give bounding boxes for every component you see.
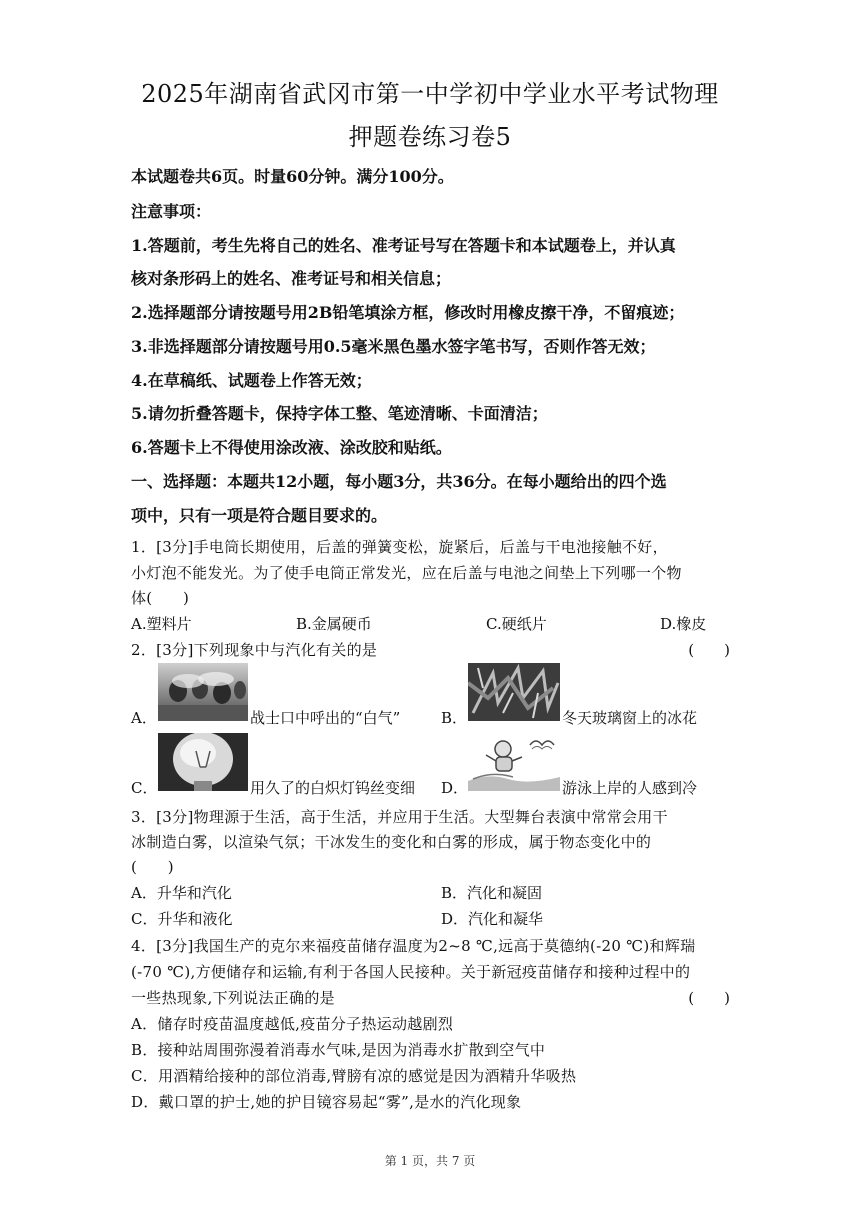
q4-option-b: B．接种站周围弥漫着消毒水气味,是因为消毒水扩散到空气中 — [131, 1041, 546, 1059]
swimmer-cartoon — [468, 733, 560, 791]
q4-line2: (-70 ℃),方便储存和运输,有利于各国人民接种。关于新冠疫苗储存和接种过程中的 — [131, 963, 691, 981]
white-breath-photo — [158, 663, 248, 721]
q2-d-label: D． — [441, 779, 469, 797]
q1-option-c: C.硬纸片 — [486, 615, 547, 633]
q2-answer-paren: ( ) — [688, 641, 730, 659]
q2-b-label: B． — [441, 709, 468, 727]
q4-option-d: D．戴口罩的护士,她的护目镜容易起“雾”,是水的汽化现象 — [131, 1093, 522, 1111]
q2-stem: 2．[3分]下列现象中与汽化有关的是 — [131, 641, 378, 659]
q4-option-c: C．用酒精给接种的部位消毒,臂膀有凉的感觉是因为酒精升华吸热 — [131, 1067, 577, 1085]
q3-option-d: D．汽化和凝华 — [441, 910, 544, 928]
q2-c-text: 用久了的白炽灯钨丝变细 — [250, 779, 416, 797]
note-1b: 核对条形码上的姓名、准考证号和相关信息； — [131, 269, 452, 288]
notes-heading: 注意事项： — [131, 202, 212, 221]
q2-a-text: 战士口中呼出的“白气” — [250, 709, 401, 727]
section-heading-a: 一、选择题：本题共12小题，每小题3分，共36分。在每小题给出的四个选 — [131, 472, 667, 491]
q3-option-c: C．升华和液化 — [131, 910, 233, 928]
note-5: 5.请勿折叠答题卡，保持字体工整、笔迹清晰、卡面清洁； — [131, 404, 548, 423]
q1-option-a: A.塑料片 — [131, 615, 192, 633]
window-frost-photo — [468, 663, 560, 721]
exam-info: 本试题卷共6页。时量60分钟。满分100分。 — [131, 167, 454, 186]
q2-b-text: 冬天玻璃窗上的冰花 — [562, 709, 698, 727]
note-2: 2.选择题部分请按题号用2B铅笔填涂方框，修改时用橡皮擦干净，不留痕迹； — [131, 303, 685, 322]
note-6: 6.答题卡上不得使用涂改液、涂改胶和贴纸。 — [131, 438, 452, 457]
q3-line1: 3．[3分]物理源于生活，高于生活，并应用于生活。大型舞台表演中常常会用干 — [131, 808, 668, 826]
q2-d-text: 游泳上岸的人感到冷 — [562, 779, 698, 797]
q4-option-a: A．储存时疫苗温度越低,疫苗分子热运动越剧烈 — [131, 1015, 454, 1033]
q2-a-label: A． — [131, 709, 157, 727]
note-3: 3.非选择题部分请按题号用0.5毫米黑色墨水签字笔书写，否则作答无效； — [131, 337, 656, 356]
q4-answer-paren: ( ) — [688, 989, 730, 1007]
q3-option-a: A．升华和汽化 — [131, 884, 232, 902]
page-footer: 第 1 页，共 7 页 — [384, 1154, 476, 1168]
q3-line3: ( ) — [131, 858, 174, 876]
q4-line3: 一些热现象,下列说法正确的是 — [131, 989, 335, 1007]
exam-title-line1: 2025年湖南省武冈市第一中学初中学业水平考试物理 — [141, 80, 719, 108]
q2-c-label: C． — [131, 779, 158, 797]
q1-option-d: D.橡皮 — [660, 615, 707, 633]
exam-title-line2: 押题卷练习卷5 — [348, 123, 512, 151]
q1-line3: 体( ) — [131, 589, 190, 607]
note-1a: 1.答题前，考生先将自己的姓名、准考证号写在答题卡和本试题卷上，并认真 — [131, 236, 676, 255]
light-bulb-photo — [158, 733, 248, 791]
note-4: 4.在草稿纸、试题卷上作答无效； — [131, 371, 372, 390]
q1-option-b: B.金属硬币 — [296, 615, 372, 633]
section-heading-b: 项中，只有一项是符合题目要求的。 — [131, 506, 388, 525]
q1-line2: 小灯泡不能发光。为了使手电筒正常发光，应在后盖与电池之间垫上下列哪一个物 — [131, 564, 682, 582]
q1-line1: 1．[3分]手电筒长期使用，后盖的弹簧变松，旋紧后，后盖与干电池接触不好， — [131, 538, 668, 556]
q3-option-b: B．汽化和凝固 — [441, 884, 543, 902]
q4-line1: 4．[3分]我国生产的克尔来福疫苗储存温度为2~8 ℃,远高于莫德纳(-20 ℃)和辉瑞 — [131, 937, 696, 955]
q3-line2: 冰制造白雾，以渲染气氛；干冰发生的变化和白雾的形成，属于物态变化中的 — [131, 833, 652, 851]
